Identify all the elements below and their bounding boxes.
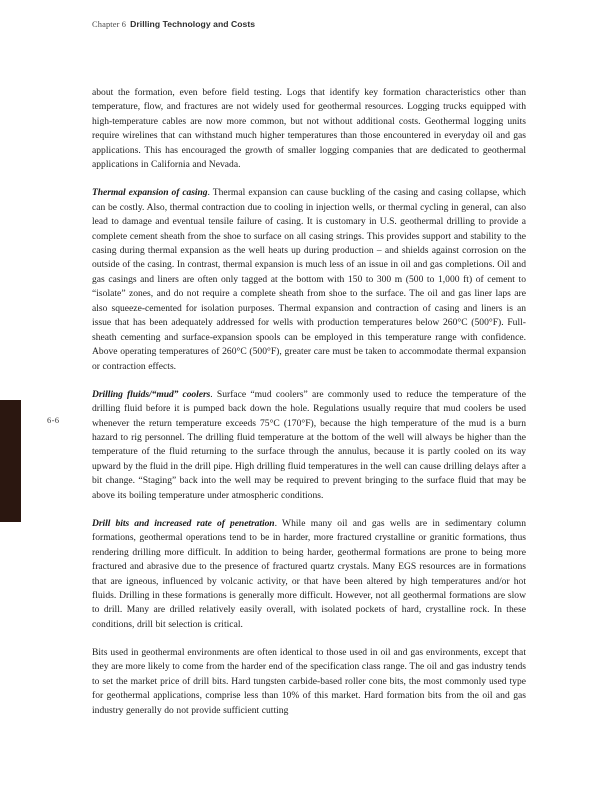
paragraph-text: Bits used in geothermal environments are often identical to those used in oil and gas environments, except that they are more likely to come from the harder end of the specification class range. The oil and gas industry tends to set the market price of drill bits. Hard tungsten carbide-based roller cone bits, the most commonly used type for geothermal applications, comprise less than 10% of this market. Hard formation bits from the oil and gas industry generally do not provide sufficient cutting [92,646,526,716]
running-head-chapter-label: Chapter 6 [92,20,127,29]
paragraph-text: . Thermal expansion can cause buckling of the casing and casing collapse, which can be costly. Also, thermal contraction due to cooling in injection wells, or thermal cycling in general, can also lead to damage and eventual tensile failure of casing. It is customary in U.S. geothermal drilling to provide a complete cement sheath from the shoe to surface on all casing strings. This provides support and stability to the casing during thermal expansion as the well heats up during production – and shields against corrosion on the outside of the casing. In contrast, thermal expansion is much less of an issue in oil and gas completions. Oil and gas casings and liners are often only tagged at the bottom with 150 to 300 m (500 to 1,000 ft) of cement to “isolate” zones, and do not require a complete sheath from shoe to the surface. The oil and gas liner laps are also squeeze-cemented for isolation purposes. Thermal expansion and contraction of casing and liners is an issue that has been adequately addressed for wells with production temperatures below 260°C (500°F). Full-sheath cementing and surface-expansion spools can be employed in this temperature range with confidence. Above operating temperatures of 260°C (500°F), greater care must be taken to accommodate thermal expansion or contraction effects. [92,187,526,372]
chapter-edge-tab [0,400,21,522]
body-text-block [92,86,526,718]
paragraph-runin-heading: Drilling fluids/“mud” coolers [92,388,211,400]
paragraph [92,388,526,504]
paragraph [92,646,526,718]
paragraph-text: . While many oil and gas wells are in sedimentary column formations, geothermal operations tend to be in harder, more fractured crystalline or granitic formations, thus rendering drilling more difficult. In addition to being harder, geothermal formations are prone to being more fractured and abrasive due to the presence of fractured quartz crystals. Many EGS resources are in formations that are igneous, influenced by volcanic activity, or that have been altered by high temperatures and/or hot fluids. Drilling in these formations is generally more difficult. However, not all geothermal formations are slow to drill. Many are drilled relatively easily overall, with isolated pockets of hard, crystalline rock. In these conditions, drill bit selection is critical. [92,517,526,630]
running-head [92,17,532,31]
paragraph [92,86,526,173]
paragraph-runin-heading: Thermal expansion of casing [92,187,208,199]
paragraph [92,517,526,633]
paragraph-text: about the formation, even before field testing. Logs that identify key formation characteristics other than temperature, flow, and fractures are not widely used for geothermal resources. Logging trucks equipped with high-temperature cables are now more common, but not without additional costs. Geothermal logging units require wirelines that can withstand much higher temperatures than those encountered in everyday oil and gas applications. This has encouraged the growth of smaller logging companies that are dedicated to geothermal applications in California and Nevada. [92,87,526,171]
page-number: 6-6 [47,415,60,425]
running-head-chapter-title: Drilling Technology and Costs [130,19,256,29]
paragraph-text: . Surface “mud coolers” are commonly used to reduce the temperature of the drilling fluid before it is pumped back down the hole. Regulations usually require that mud coolers be used whenever the return temperature exceeds 75°C (170°F), because the high temperature of the mud is a burn hazard to rig personnel. The drilling fluid temperature at the bottom of the well will always be higher than the temperature of the fluid returning to the surface through the annulus, because it is partly cooled on its way upward by the fluid in the drill pipe. High drilling fluid temperatures in the well can cause drilling delays after a bit change. “Staging” back into the well may be required to prevent bringing to the surface fluid that may be above its boiling temperature under atmospheric conditions. [92,388,526,501]
paragraph-runin-heading: Drill bits and increased rate of penetration [92,517,275,529]
paragraph [92,186,526,374]
